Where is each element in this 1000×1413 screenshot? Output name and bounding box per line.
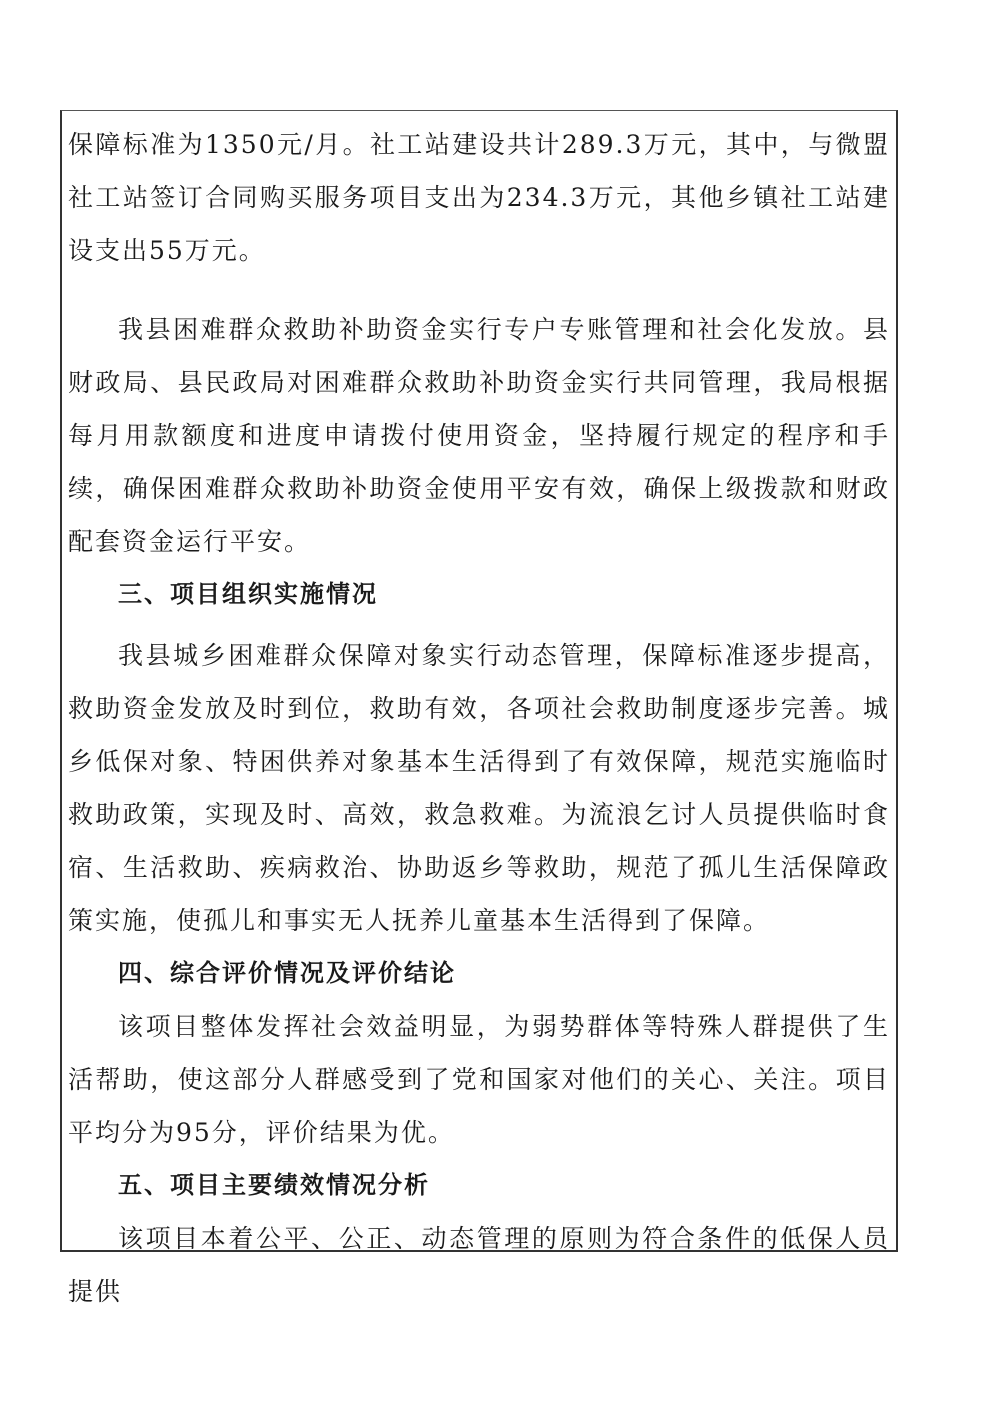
section-heading-evaluation: 四、综合评价情况及评价结论 [118,959,456,987]
paragraph-implementation: 我县城乡困难群众保障对象实行动态管理，保障标准逐步提高，救助资金发放及时到位，救助有效，各项社会救助制度逐步完善。城乡低保对象、特困供养对象基本生活得到了有效保障，规范实施临时救助政策，实现及时、高效，救急救难。为流浪乞讨人员提供临时食宿、生活救助、疾病救治、协助返乡等救助，规范了孤儿生活保障政策实施，使孤儿和事实无人抚养儿童基本生活得到了保障。 [68,641,890,935]
paragraph-fund-management: 我县困难群众救助补助资金实行专户专账管理和社会化发放。县财政局、县民政局对困难群众救助补助资金实行共同管理，我局根据每月用款额度和进度申请拨付使用资金，坚持履行规定的程序和手续，确保困难群众救助补助资金使用平安有效，确保上级拨款和财政配套资金运行平安。 [68,315,890,556]
paragraph-evaluation: 该项目整体发挥社会效益明显，为弱势群体等特殊人群提供了生活帮助，使这部分人群感受到了党和国家对他们的关心、关注。项目平均分为95分，评价结果为优。 [68,1012,890,1147]
section-heading-performance: 五、项目主要绩效情况分析 [118,1171,430,1199]
paragraph-performance: 该项目本着公平、公正、动态管理的原则为符合条件的低保人员提供 [68,1224,890,1306]
paragraph-security-standard: 保障标准为1350元/月。社工站建设共计289.3万元，其中，与微盟社工站签订合同购买服务项目支出为234.3万元，其他乡镇社工站建设支出55万元。 [68,130,890,265]
document-body [68,118,890,1318]
section-heading-implementation: 三、项目组织实施情况 [118,580,378,608]
